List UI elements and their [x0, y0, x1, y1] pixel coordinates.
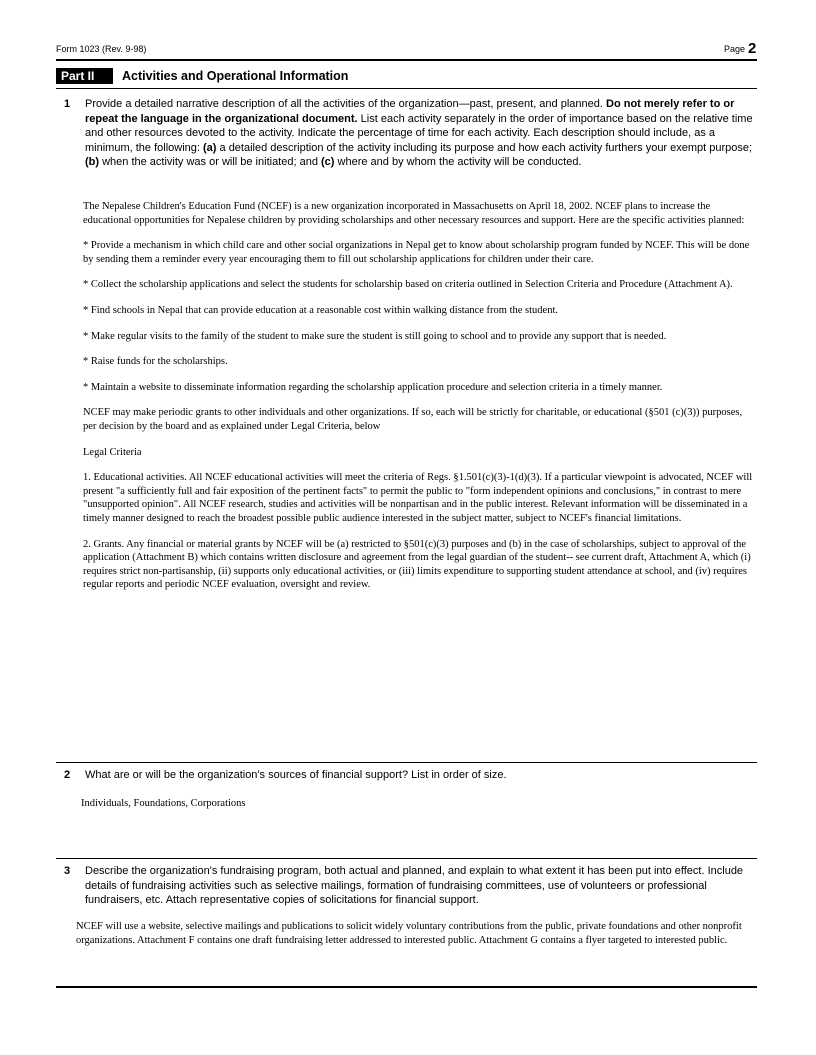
question-2-text: What are or will be the organization's sources of financial support? List in order of size. — [85, 769, 507, 781]
answer-paragraph: 1. Educational activities. All NCEF educational activities will meet the criteria of Regs. §1.501(c)(3)-1(d)(3). If a particular viewpoint is advocated, NCEF will present "a sufficiently full and fair exposition of the pertinent facts" to permit the public to "form independent opinions and conclusions," in contrast to mere "unsupported opinion". All NCEF research, studies and activities will be nonpartisan and in the public interest. Relevant information will be disseminated in a timely manner designed to reach the broadest possible public audience interested in the subject matter, subject to NCEF's financial limitations. — [83, 472, 753, 524]
question-3-text: Describe the organization's fundraising program, both actual and planned, and explain to what extent it has been put into effect. Include details of fundraising activities such as selective mailings, formation of fundraising committees, use of volunteers or professional fundraisers, etc. Attach representative copies of solicitations for financial support. — [85, 865, 744, 907]
answer-paragraph: The Nepalese Children's Education Fund (NCEF) is a new organization incorporated in Massachusetts on April 18, 2002. NCEF plans to increase the educational opportunities for Nepalese children by providing scholarships and other necessary resources and support. Here are the specific activities planned: — [83, 201, 745, 226]
answer-paragraph: * Make regular visits to the family of the student to make sure the student is still going to school and to provide any support that is needed. — [83, 330, 667, 342]
question-1-option-a: (a) — [203, 141, 217, 154]
answer-paragraph: * Collect the scholarship applications and select the students for scholarship based on criteria outlined in Selection Criteria and Procedure (Attachment A). — [83, 279, 733, 291]
question-3-number: 3 — [64, 865, 71, 877]
question-1-part-e: where and by whom the activity will be conducted. — [337, 156, 582, 169]
header-divider — [56, 59, 757, 61]
part-divider — [56, 88, 757, 89]
answer-paragraph: * Provide a mechanism in which child care and other social organizations in Nepal get to know about scholarship program funded by NCEF. This will be done by sending them a reminder every year encouraging them to fill out scholarship applications for children under their care. — [83, 240, 750, 265]
answer-paragraph: * Maintain a website to disseminate information regarding the scholarship application procedure and selection criteria in a timely manner. — [83, 381, 663, 393]
question-1-option-c: (c) — [321, 156, 335, 169]
question-divider — [56, 762, 757, 763]
form-number-label: Form 1023 (Rev. 9-98) — [56, 44, 147, 54]
question-3-answer: NCEF will use a website, selective mailings and publications to solicit widely voluntary contributions from the public, private foundations and other nonprofit organizations. Attachment F contains one draft fundraising letter addressed to interested public. Attachment G contains a flyer targeted to interested public. — [76, 921, 742, 946]
question-2-answer: Individuals, Foundations, Corporations — [81, 798, 246, 809]
question-1-answer — [83, 200, 755, 592]
question-1-emphasis: Do not merely refer to or repeat the language in the organizational document. — [85, 98, 735, 125]
question-1-number: 1 — [64, 98, 71, 110]
answer-paragraph: NCEF may make periodic grants to other individuals and other organizations. If so, each will be strictly for charitable, or educational (§501 (c)(3)) purposes, per decision by the board and as explained under Legal Criteria, below — [83, 407, 743, 432]
part-label-box: Part II — [56, 68, 113, 84]
page-indicator — [724, 40, 756, 57]
answer-paragraph: * Raise funds for the scholarships. — [83, 356, 228, 368]
answer-paragraph: * Find schools in Nepal that can provide education at a reasonable cost within walking distance from the student. — [83, 304, 559, 316]
footer-divider — [56, 986, 757, 988]
question-1-text — [85, 97, 757, 170]
question-divider — [56, 858, 757, 859]
page-label: Page — [724, 44, 746, 54]
question-1-part-c: a detailed description of the activity including its purpose and how each activity furthers your exempt purpose; — [219, 141, 753, 154]
question-1-part-d: when the activity was or will be initiated; and — [102, 156, 318, 169]
page-number: 2 — [748, 40, 757, 57]
question-2-number: 2 — [64, 769, 71, 781]
part-title: Activities and Operational Information — [122, 69, 349, 83]
answer-paragraph: 2. Grants. Any financial or material grants by NCEF will be (a) restricted to §501(c)(3) purposes and (b) in the case of scholarships, subject to approval of the application (Attachment B) which contains written disclosure and agreement from the legal guardian of the student-- see current draft, Attachment A, which (i) requires strict non-partisanship, (ii) supports only educational activities, or (iii) limits expenditure to supporting student attendance at school, and (iv) requires regular reports and periodic NCEF evaluation, oversight and review. — [83, 538, 751, 591]
question-1-option-b: (b) — [85, 156, 100, 169]
question-1-part-a: Provide a detailed narrative description of all the activities of the organization—past, present, and planned. — [85, 98, 603, 110]
question-1-part-b: List each activity separately in the order of importance based on the relative time and other resources devoted to the activity. Indicate the percentage of time for each activity. Each description should include, as a minimum, the following: — [85, 112, 753, 154]
legal-criteria-heading: Legal Criteria — [83, 446, 142, 458]
